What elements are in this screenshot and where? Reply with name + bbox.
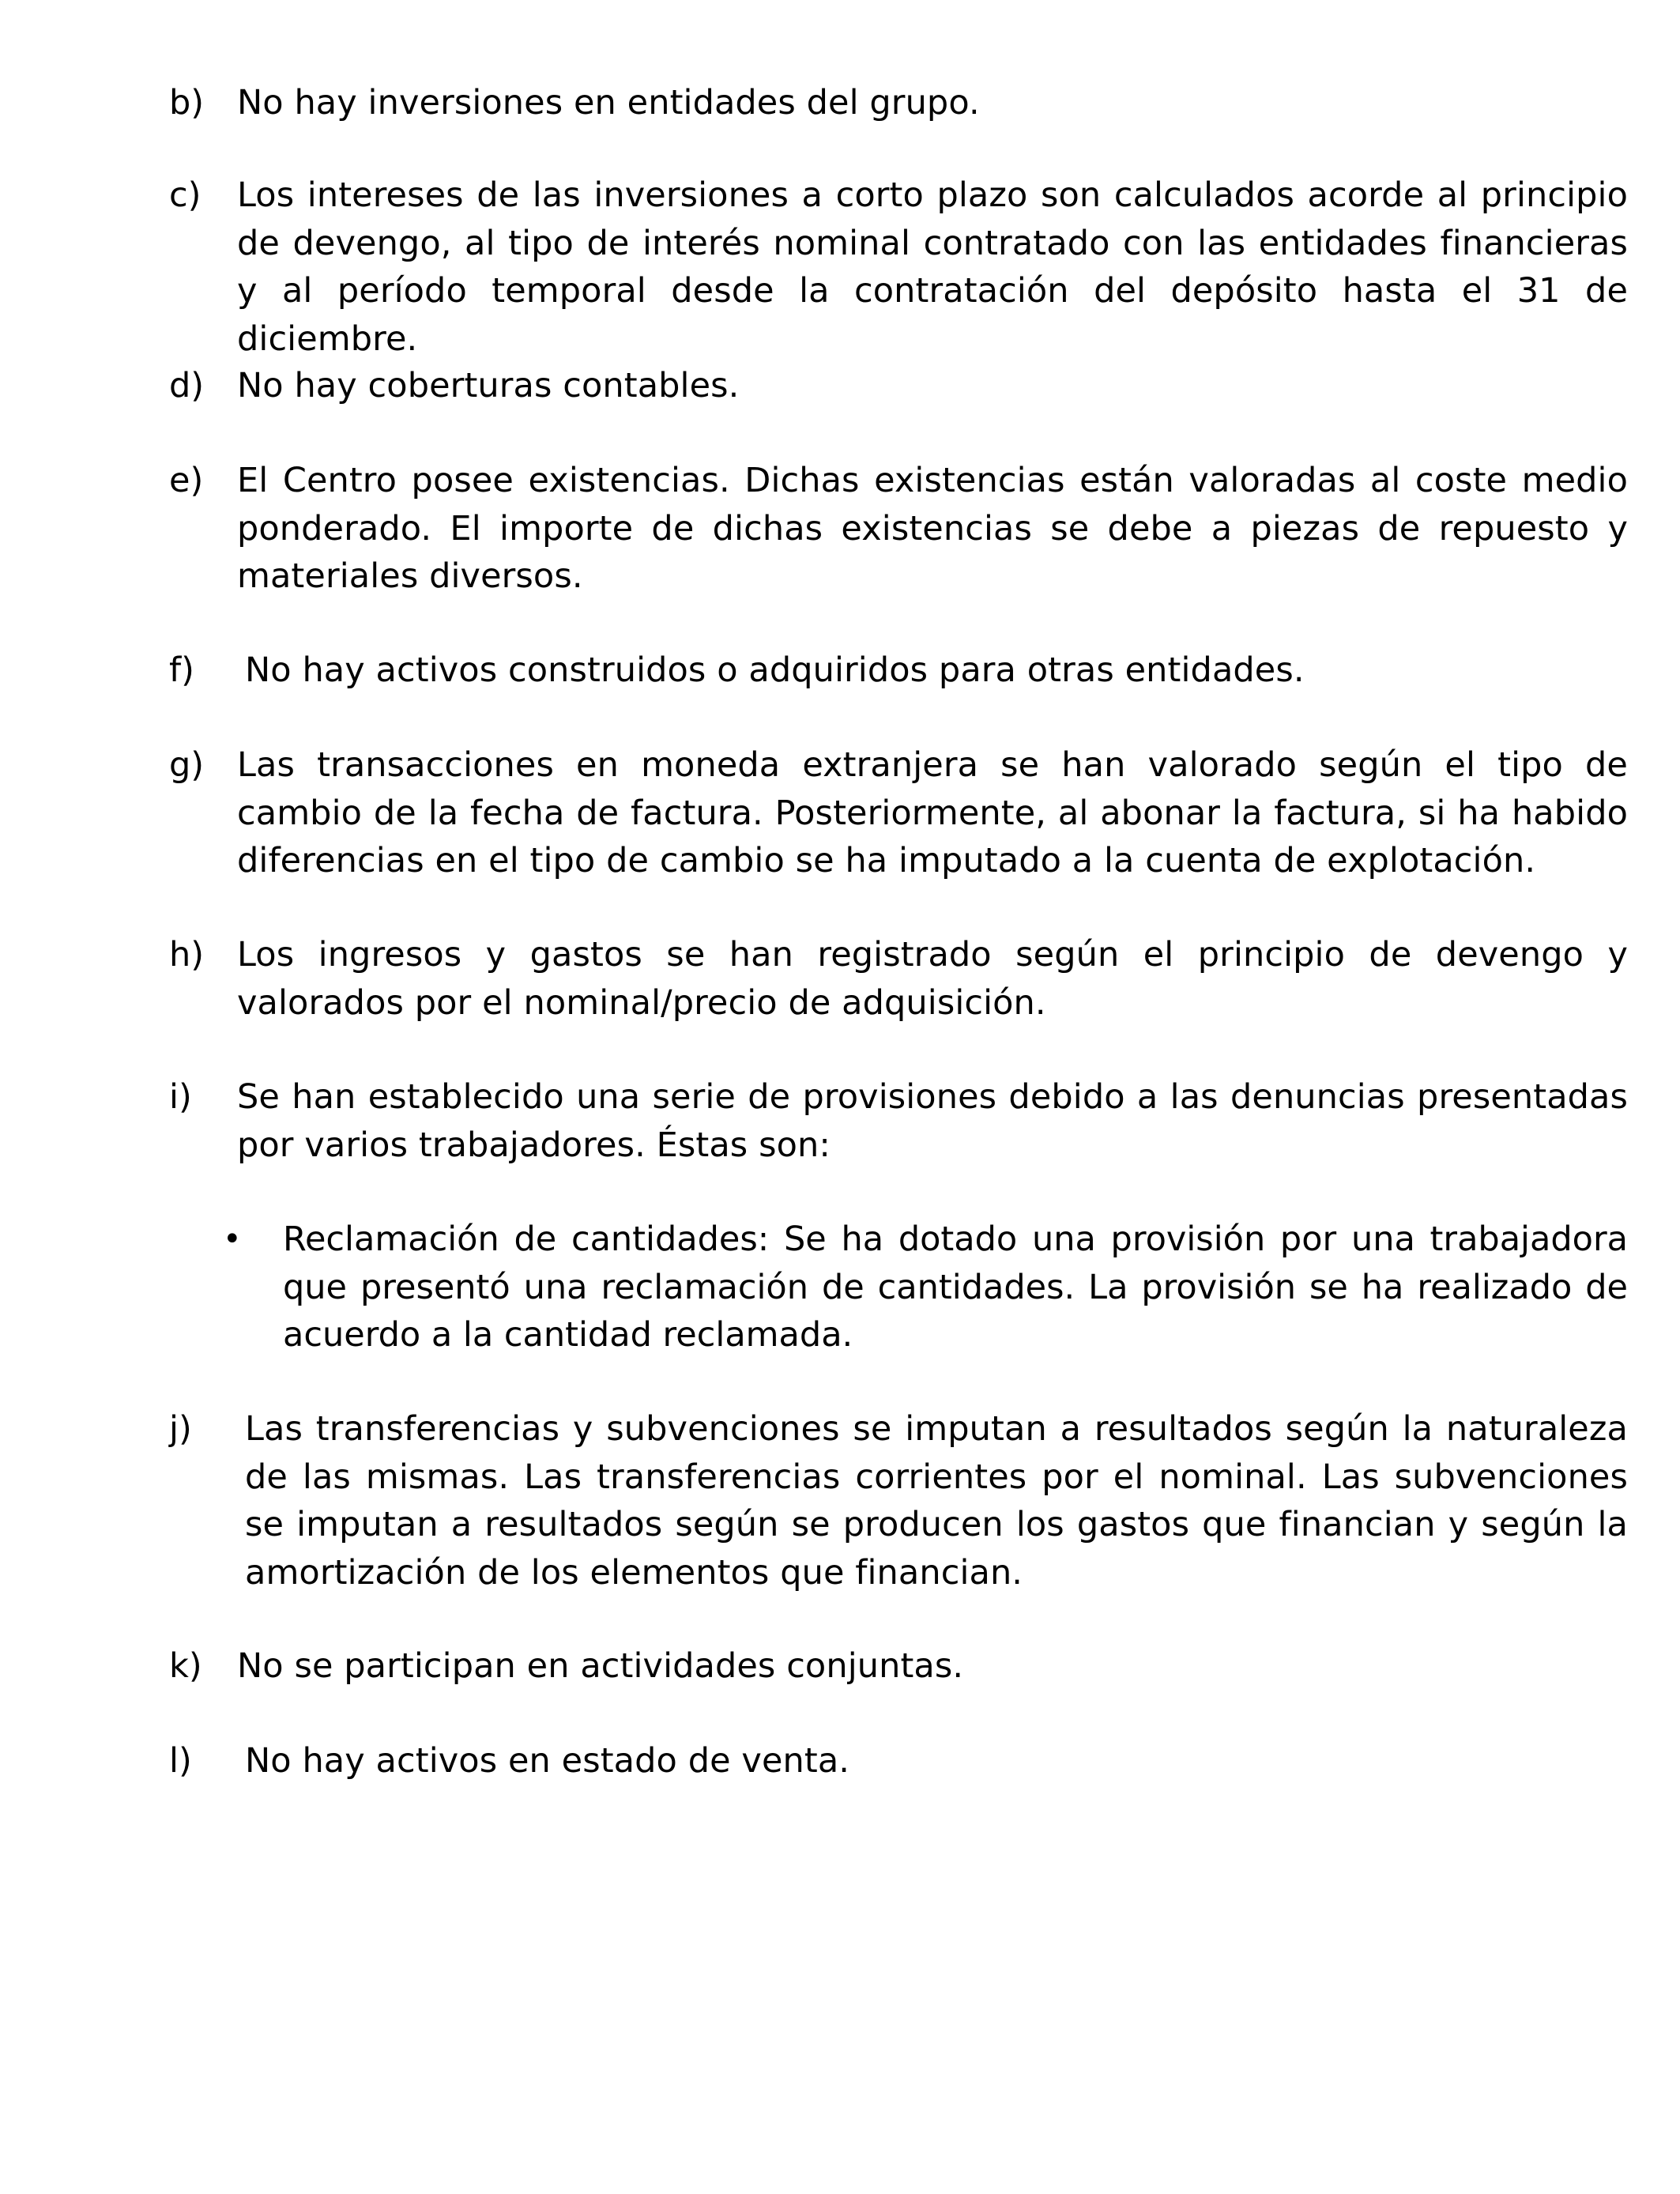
item-text: Los ingresos y gastos se han registrado según el principio de devengo y valorados por el nominal/precio de adquisición. [237, 935, 1628, 1023]
item-label: c) [169, 175, 202, 215]
item-label: e) [169, 461, 204, 500]
item-text: Las transferencias y subvenciones se imputan a resultados según la naturaleza de las mismas. Las transferencias corrientes por el nominal. Las subvenciones se imputan a resultados según se producen los gastos que financian y según la amortización de los elementos que financian. [245, 1409, 1628, 1593]
bullet-text: Reclamación de cantidades: Se ha dotado una provisión por una trabajadora que presentó una reclamación de cantidades. La provisión se ha realizado de acuerdo a la cantidad reclamada. [283, 1220, 1628, 1355]
item-text: El Centro posee existencias. Dichas existencias están valoradas al coste medio ponderado. El importe de dichas existencias se debe a piezas de repuesto y materiales diversos. [237, 461, 1628, 596]
item-label: f) [169, 650, 194, 690]
item-text: No hay activos en estado de venta. [245, 1741, 850, 1781]
item-text: No se participan en actividades conjuntas. [237, 1646, 964, 1686]
item-text: No hay coberturas contables. [237, 366, 740, 405]
item-label: h) [169, 935, 205, 974]
item-label: l) [169, 1741, 192, 1781]
item-label: k) [169, 1646, 202, 1686]
item-label: j) [169, 1409, 192, 1449]
bullet-icon: • [223, 1221, 242, 1257]
item-label: g) [169, 745, 205, 785]
item-label: b) [169, 83, 205, 123]
item-text: Los intereses de las inversiones a corto plazo son calculados acorde al principio de devengo, al tipo de interés nominal contratado con las entidades financieras y al período temporal desde la contratación del depósito hasta el 31 de diciembre. [237, 175, 1628, 359]
item-text: Las transacciones en moneda extranjera se han valorado según el tipo de cambio de la fecha de factura. Posteriormente, al abonar la factura, si ha habido diferencias en el tipo de cambio se ha imputado a la cuenta de explotación. [237, 745, 1628, 880]
item-label: i) [169, 1077, 192, 1117]
item-text: Se han establecido una serie de provisiones debido a las denuncias presentadas por varios trabajadores. Éstas son: [237, 1077, 1628, 1165]
item-text: No hay inversiones en entidades del grupo. [237, 83, 980, 123]
item-label: d) [169, 366, 205, 405]
item-text: No hay activos construidos o adquiridos para otras entidades. [245, 650, 1305, 690]
